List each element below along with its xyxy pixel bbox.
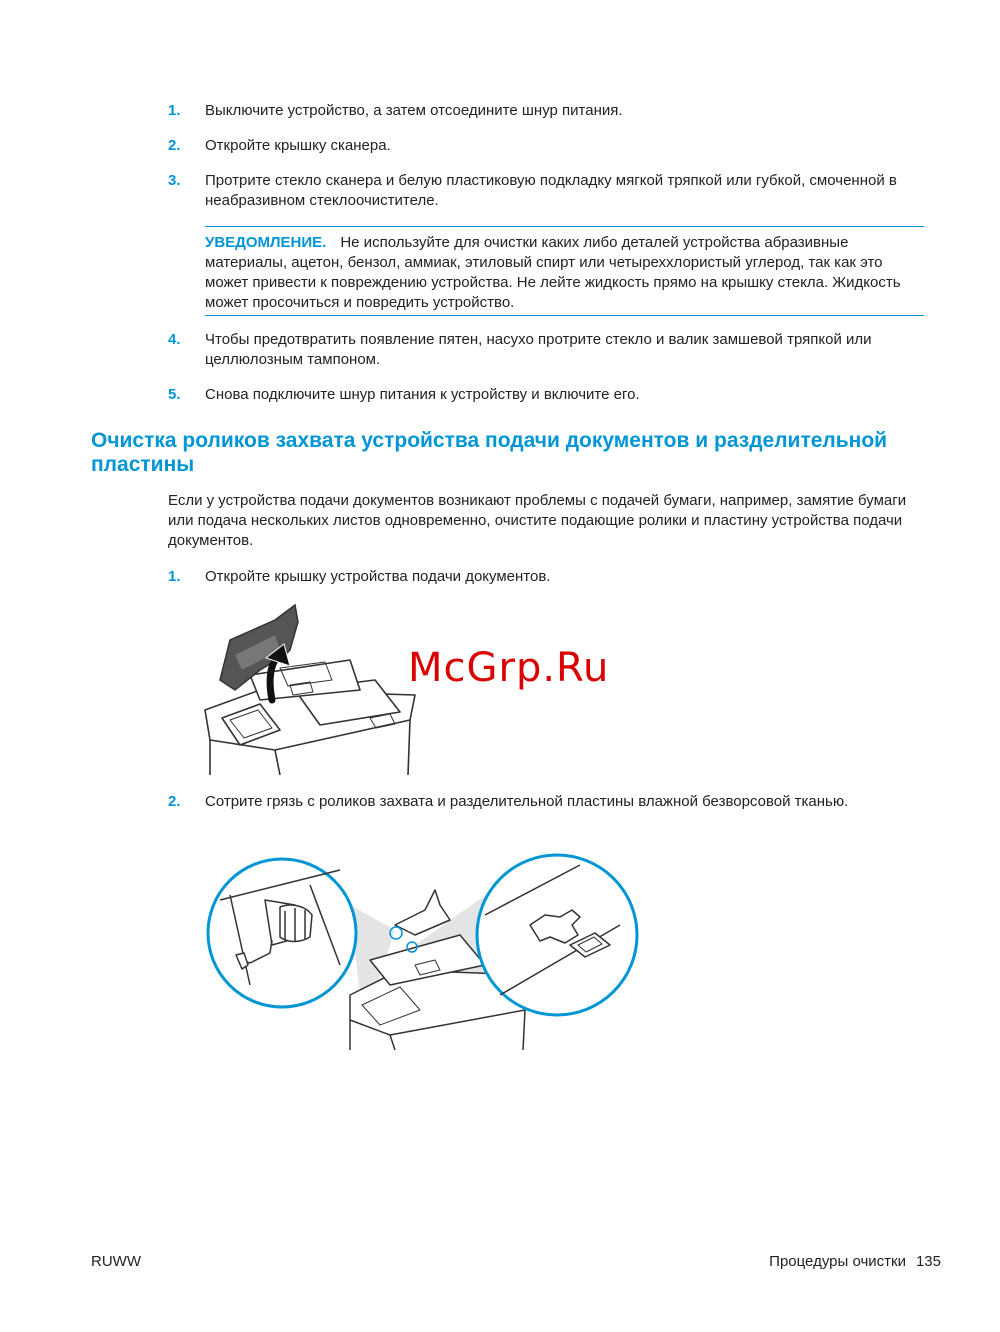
- step-number: 1.: [168, 102, 181, 119]
- step-number: 5.: [168, 386, 181, 403]
- step-number: 2.: [168, 793, 181, 810]
- pickup-roller-callout: [208, 859, 356, 1007]
- separation-pad-callout: [477, 855, 637, 1015]
- notice-text: Не используйте для очистки каких либо деталей устройства абразивные материалы, ацетон, бензол, аммиак, этиловый спирт или четыреххлористый углерод, так как это может привести к повреждению устройства. Не лейте жидкость прямо на крышку стекла. Жидкость может просочиться и повредить устройство.: [205, 234, 901, 311]
- step-text: Сотрите грязь с роликов захвата и разделительной пластины влажной безворсовой тканью.: [205, 793, 849, 810]
- step-number: 3.: [168, 172, 181, 189]
- illustration-open-feeder-cover: [200, 600, 440, 775]
- section-intro: Если у устройства подачи документов возникают проблемы с подачей бумаги, например, замятие бумаги или подача нескольких листов одновременно, очистите подающие ролики и пластину устройства подачи документов.: [168, 492, 907, 549]
- step-text: Откройте крышку устройства подачи документов.: [205, 568, 551, 585]
- section-heading: Очистка роликов захвата устройства подачи документов и разделительной пластины: [91, 429, 888, 476]
- notice-body: [205, 233, 920, 313]
- illustration-clean-rollers: [200, 845, 645, 1050]
- step-number: 1.: [168, 568, 181, 585]
- step-text: Протрите стекло сканера и белую пластиковую подкладку мягкой тряпкой или губкой, смоченной в неабразивном стеклоочистителе.: [205, 172, 897, 209]
- step-text: Выключите устройство, а затем отсоедините шнур питания.: [205, 102, 623, 119]
- step-text: Чтобы предотвратить появление пятен, насухо протрите стекло и валик замшевой тряпкой или целлюлозным тампоном.: [205, 331, 872, 368]
- step-number: 2.: [168, 137, 181, 154]
- step-text: Снова подключите шнур питания к устройству и включите его.: [205, 386, 640, 403]
- footer-right: [769, 1252, 941, 1272]
- watermark: McGrp.Ru: [408, 645, 610, 691]
- footer-doc-code: RUWW: [91, 1253, 141, 1270]
- notice-box: [205, 226, 924, 316]
- step-text: Откройте крышку сканера.: [205, 137, 391, 154]
- footer-section-title: Процедуры очистки: [769, 1253, 906, 1270]
- page-number: 135: [915, 1253, 941, 1270]
- notice-label: УВЕДОМЛЕНИЕ.: [205, 234, 327, 251]
- step-number: 4.: [168, 331, 181, 348]
